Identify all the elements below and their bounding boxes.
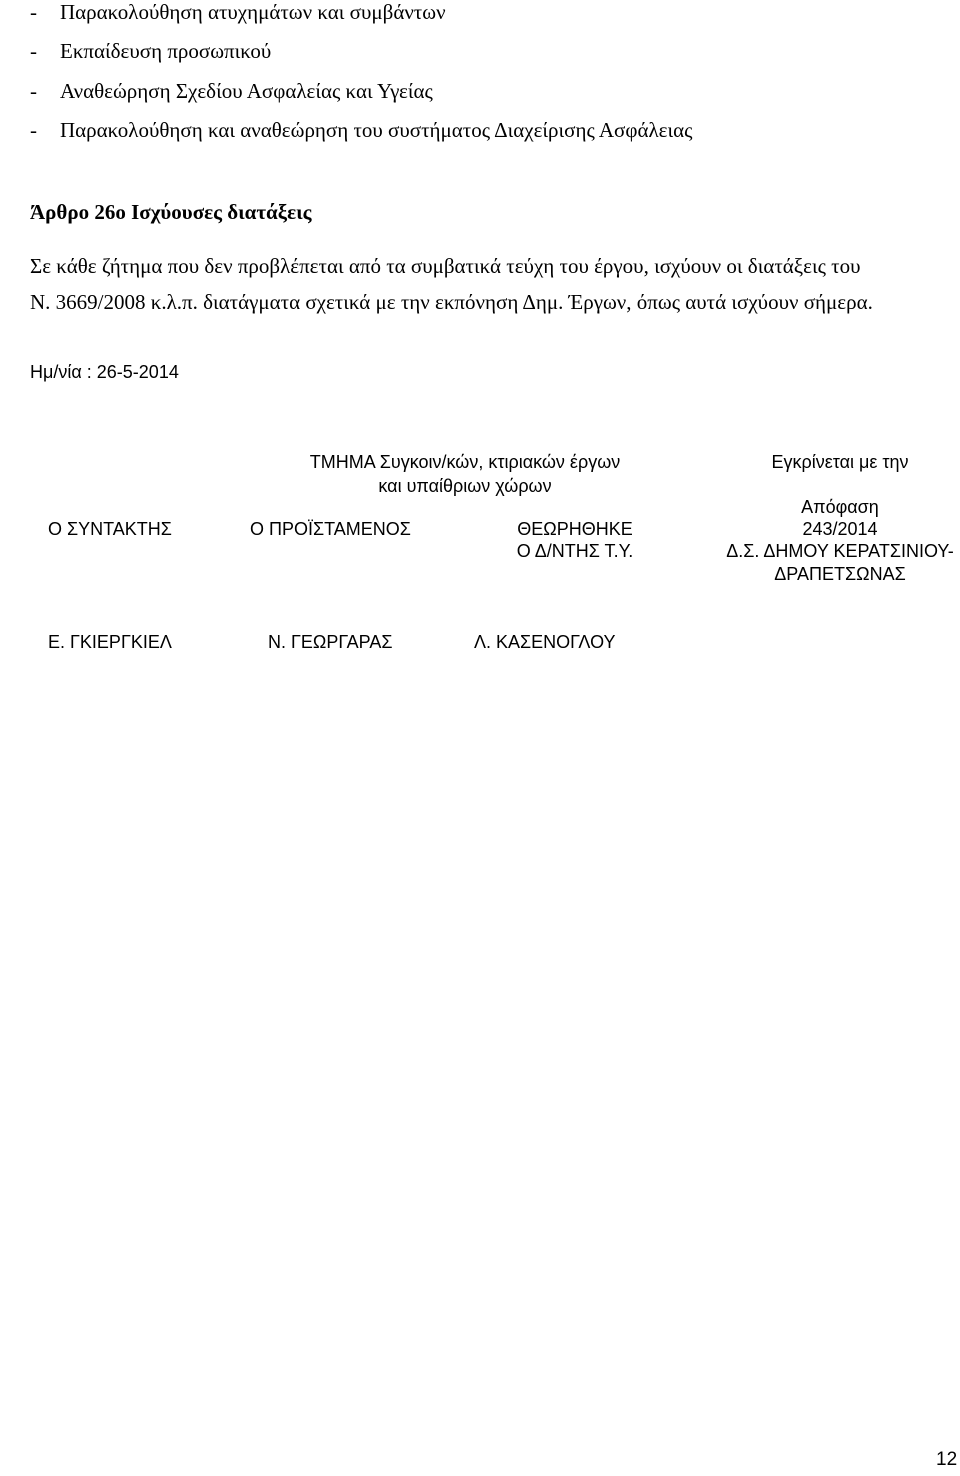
- bullet-marker: -: [30, 118, 37, 142]
- approval-line: ΔΡΑΠΕΤΣΩΝΑΣ: [774, 564, 906, 584]
- approval-number: 243/2014: [802, 519, 878, 539]
- article-text-line: Ν. 3669/2008 κ.λ.π. διατάγματα σχετικά με την εκπόνηση Δημ. Έργων, όπως αυτά ισχύουν σήμερα.: [30, 290, 873, 314]
- bullet-marker: -: [30, 0, 37, 24]
- bullet-text: Εκπαίδευση προσωπικού: [60, 39, 272, 63]
- bullet-marker: -: [30, 39, 37, 63]
- list-item: [30, 79, 930, 105]
- article-heading: Άρθρο 26ο Ισχύουσες διατάξεις: [30, 200, 312, 224]
- page-number: 12: [936, 1449, 958, 1470]
- document-date: Ημ/νία : 26-5-2014: [30, 362, 179, 382]
- bullet-text: Παρακολούθηση ατυχημάτων και συμβάντων: [60, 0, 446, 24]
- list-item: [30, 0, 930, 26]
- bullet-text: Παρακολούθηση και αναθεώρηση του συστήματος Διαχείρισης Ασφάλειας: [60, 118, 693, 142]
- department-subtitle: και υπαίθριων χώρων: [378, 476, 552, 496]
- head-name: Ν. ΓΕΩΡΓΑΡΑΣ: [268, 632, 393, 652]
- approval-line: Απόφαση: [801, 497, 879, 517]
- approval-line: Εγκρίνεται με την: [771, 452, 909, 472]
- list-item: [30, 118, 930, 144]
- head-title: Ο ΠΡΟΪΣΤΑΜΕΝΟΣ: [250, 519, 411, 539]
- list-item: [30, 39, 930, 65]
- approval-line: Δ.Σ. ΔΗΜΟΥ ΚΕΡΑΤΣΙΝΙΟΥ-: [726, 541, 954, 561]
- bullet-text: Αναθεώρηση Σχεδίου Ασφαλείας και Υγείας: [60, 79, 433, 103]
- article-text-line: Σε κάθε ζήτημα που δεν προβλέπεται από τα συμβατικά τεύχη του έργου, ισχύουν οι διατάξεις του: [30, 254, 861, 278]
- department-title: ΤΜΗΜΑ Συγκοιν/κών, κτιριακών έργων: [309, 452, 621, 472]
- director-title: Ο Δ/ΝΤΗΣ Τ.Υ.: [516, 541, 634, 561]
- director-name: Λ. ΚΑΣΕΝΟΓΛΟΥ: [474, 632, 616, 652]
- author-title: Ο ΣΥΝΤΑΚΤΗΣ: [48, 519, 172, 539]
- reviewed-label: ΘΕΩΡΗΘΗΚΕ: [517, 519, 633, 539]
- bullet-marker: -: [30, 79, 37, 103]
- author-name: Ε. ΓΚΙΕΡΓΚΙΕΛ: [48, 632, 172, 652]
